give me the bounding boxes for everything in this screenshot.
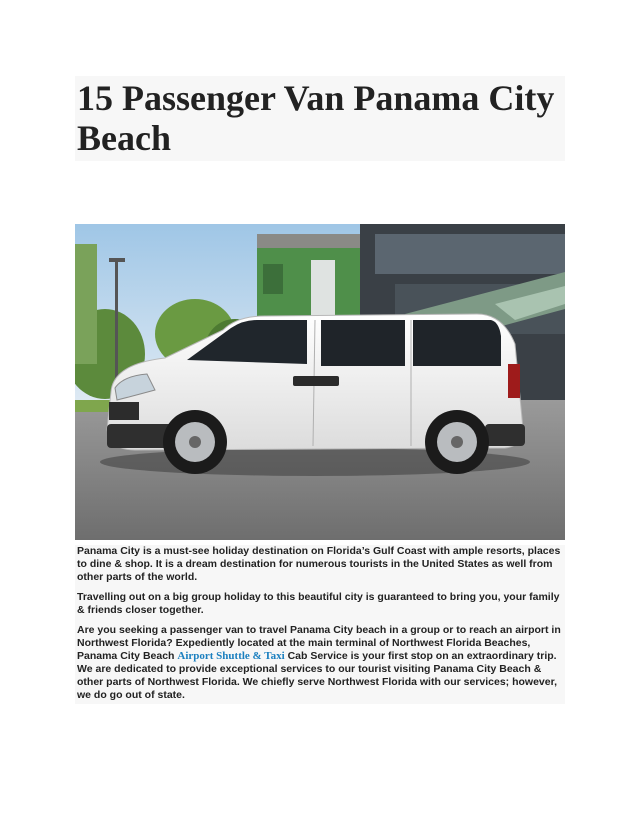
- paragraph-group-holiday: Travelling out on a big group holiday to this beautiful city is guaranteed to bring you, your family & friends closer together.: [77, 591, 560, 616]
- article-body: [75, 545, 565, 704]
- page-title: 15 Passenger Van Panama City Beach: [77, 78, 555, 158]
- airport-shuttle-taxi-link[interactable]: Airport Shuttle & Taxi: [177, 650, 285, 662]
- paragraph-services-start: Are you seeking a passenger van to travel Panama City beach in a group or to reach an airport in Northwest Florida? Expediently located at the main terminal of Northwest Florida Beaches, Panama City Beach: [77, 624, 561, 662]
- title-block: [75, 76, 565, 161]
- van-photo: [75, 224, 565, 540]
- paragraph-services: [75, 624, 565, 704]
- paragraph-intro: Panama City is a must-see holiday destination on Florida’s Gulf Coast with ample resorts, places to dine & shop. It is a dream destination for numerous tourists in the United States as well from other parts of the world.: [77, 545, 561, 583]
- paragraph-services-end: Cab Service is your first stop on an extraordinary trip. We are dedicated to provide exceptional services to our tourist visiting Panama City Beach & other parts of Northwest Florida. We chiefly serve Northwest Florida with our services; however, we do go out of state.: [77, 650, 558, 701]
